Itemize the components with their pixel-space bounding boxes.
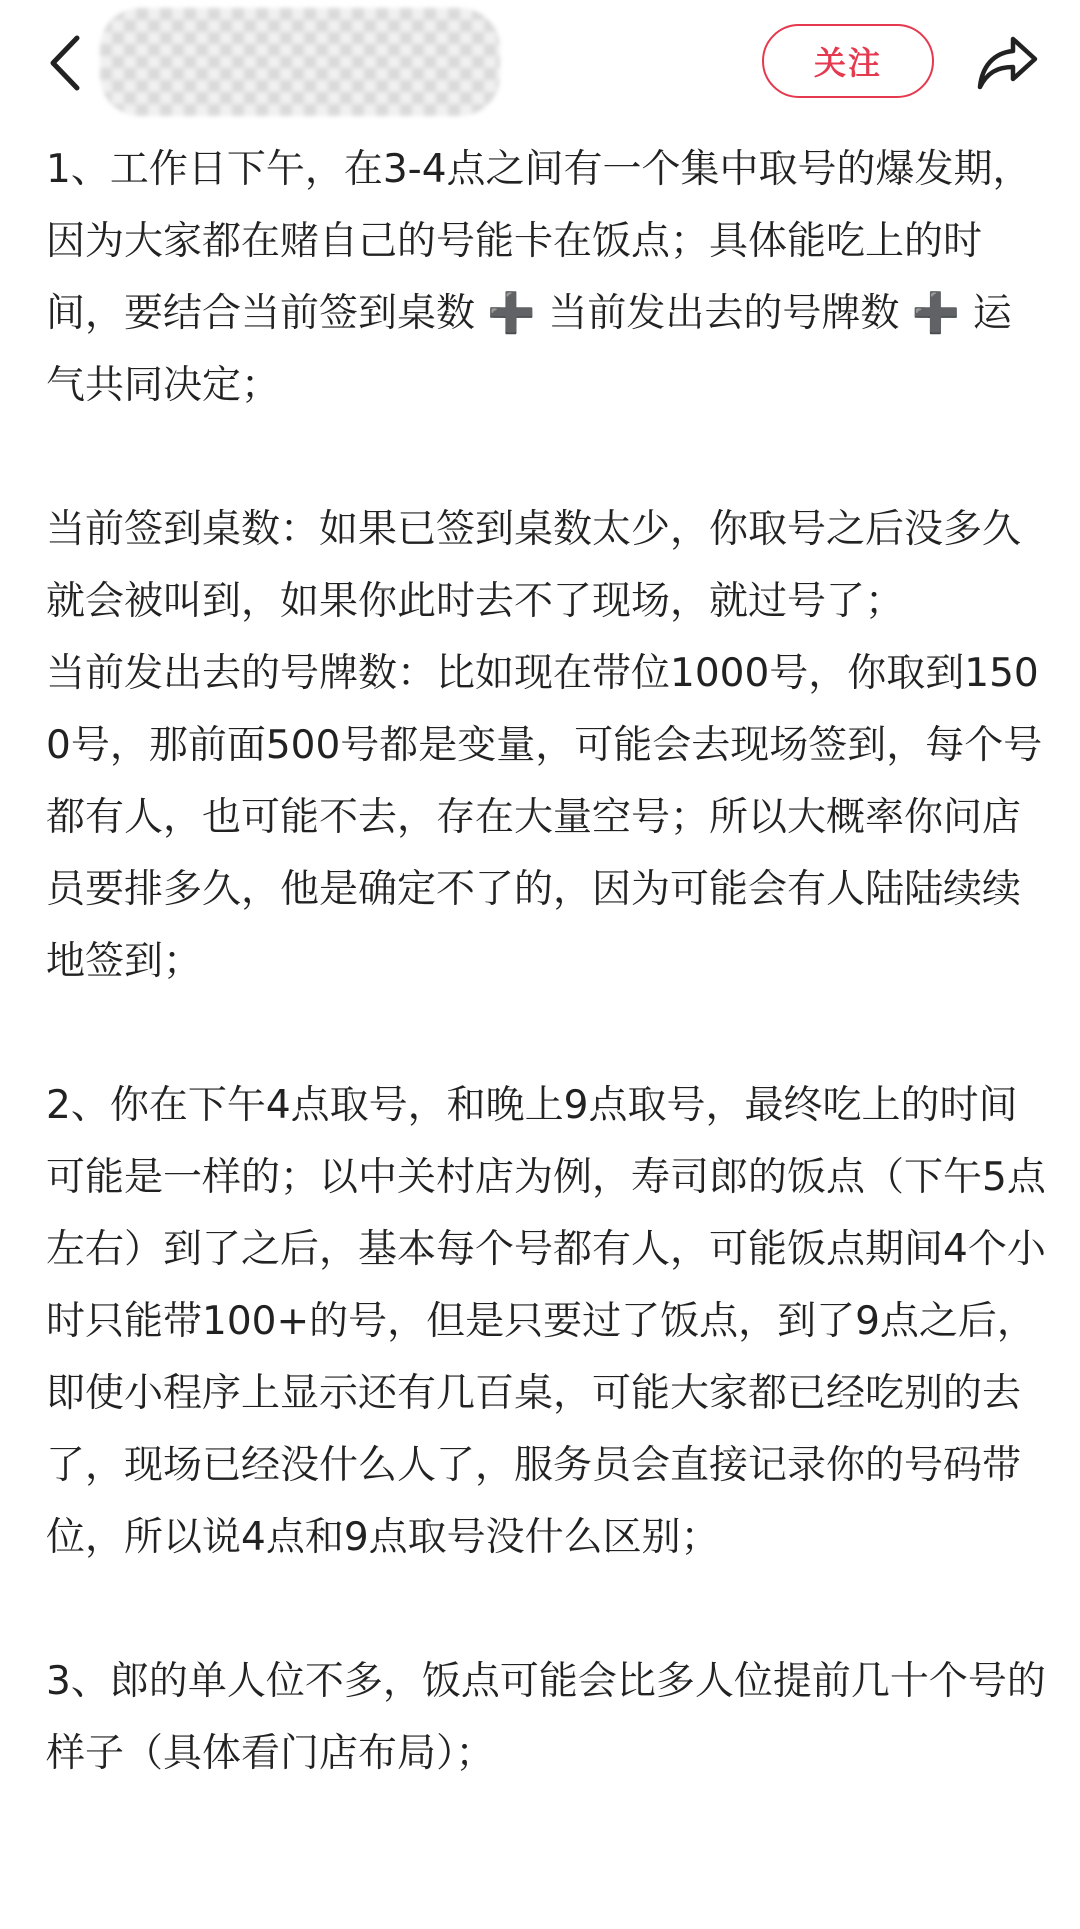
paragraph-4: 2、你在下午4点取号，和晚上9点取号，最终吃上的时间可能是一样的；以中关村店为例，寿司郎的饭点（下午5点左右）到了之后，基本每个号都有人，可能饭点期间4个小时只能带100+的号，但是只要过了饭点，到了9点之后，即使小程序上显示还有几百桌，可能大家都已经吃别的去了，现场已经没什么人了，服务员会直接记录你的号码带位，所以说4点和9点取号没什么区别； <box>46 1083 1046 1560</box>
back-button[interactable] <box>40 28 90 98</box>
share-button[interactable] <box>972 28 1042 98</box>
paragraph-1 <box>46 134 1046 422</box>
paragraph-gap <box>46 422 1046 494</box>
follow-button[interactable]: 关注 <box>762 24 934 98</box>
paragraph-1-text-a: 1、工作日下午，在3-4点之间有一个集中取号的爆发期，因为大家都在赌自己的号能卡在饭点；具体能吃上的时间，要结合当前签到桌数 <box>46 147 1032 336</box>
paragraph-5: 3、郎的单人位不多，饭点可能会比多人位提前几十个号的样子（具体看门店布局）； <box>46 1659 1046 1776</box>
paragraph-2: 当前签到桌数：如果已签到桌数太少，你取号之后没多久就会被叫到，如果你此时去不了现场，就过号了； <box>46 507 1022 624</box>
paragraph-gap <box>46 998 1046 1070</box>
plus-icon: ➕ <box>911 291 961 336</box>
paragraph-gap <box>46 1574 1046 1646</box>
plus-icon: ➕ <box>487 291 536 336</box>
paragraph-1-text-b: 当前发出去的号牌数 <box>548 291 900 336</box>
blurred-author-info <box>100 8 500 116</box>
paragraph-1-text-c: 运气共同决定； <box>46 291 1012 408</box>
top-bar <box>0 0 1080 130</box>
share-arrow-icon <box>975 33 1039 93</box>
post-content <box>46 134 1046 1790</box>
chevron-left-icon <box>47 34 83 92</box>
paragraph-3: 当前发出去的号牌数：比如现在带位1000号，你取到1500号，那前面500号都是变量，可能会去现场签到，每个号都有人，也可能不去，存在大量空号；所以大概率你问店员要排多久，他是确定不了的，因为可能会有人陆陆续续地签到； <box>46 651 1043 984</box>
